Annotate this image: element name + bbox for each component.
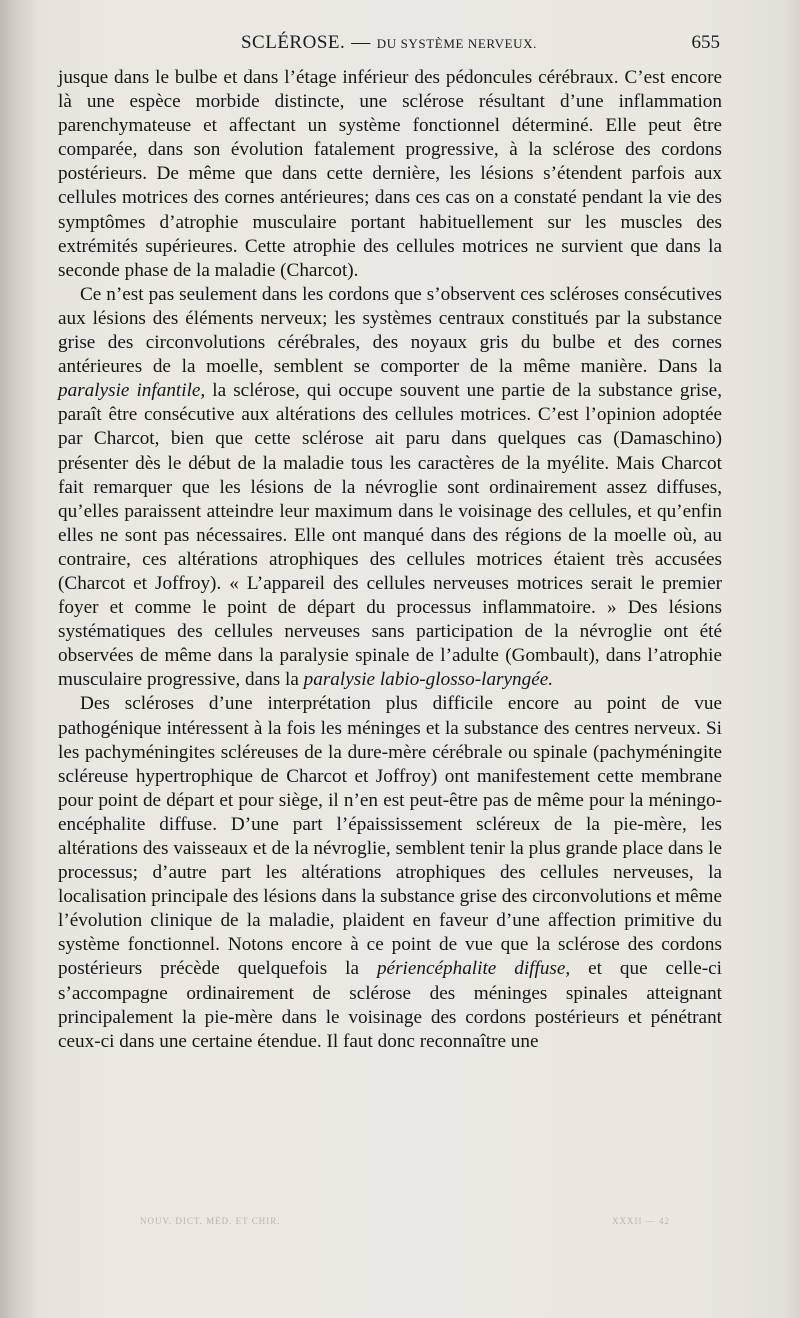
text-run: et que celle-ci s’accompagne ordinairement de sclérose des méninges spinales atteignant principalement la pie-mère dans le voisinage des cordons postérieurs et pénétrant ceux-ci dans une certaine étendue. Il faut donc reconnaître une bbox=[58, 958, 723, 1052]
page-number: 655 bbox=[691, 32, 720, 53]
bleed-through-footer-right: XXXII — 42 bbox=[612, 1216, 670, 1226]
running-title-sub: DU SYSTÈME NERVEUX. bbox=[376, 36, 537, 51]
running-title-main: SCLÉROSE. bbox=[240, 32, 346, 53]
italic-term: périencéphalite diffuse, bbox=[376, 958, 571, 980]
italic-term: paralysie infantile, bbox=[58, 380, 206, 402]
italic-term: paralysie labio-glosso-laryngée. bbox=[303, 669, 554, 691]
paragraph-2 bbox=[58, 283, 722, 693]
text-run: jusque dans le bulbe et dans l’étage inférieur des pédoncules cérébraux. C’est encore là une espèce morbide distincte, une sclérose résultant d’une inflammation parenchymateuse et affectant un système fonctionnel déterminé. Elle peut être comparée, dans son évolution fatalement progressive, à la sclérose des cordons postérieurs. De même que dans cette dernière, les lésions s’étendent parfois aux cellules motrices des cornes antérieures; dans ces cas on a constaté pendant la vie des symptômes d’atrophie musculaire portant habituellement sur les muscles des extrémités supérieures. Cette atrophie des cellules motrices ne survient que dans la seconde phase de la maladie (Charcot). bbox=[58, 67, 722, 281]
running-title-dash: — bbox=[351, 32, 371, 53]
text-run: Ce n’est pas seulement dans les cordons que s’observent ces scléroses consécutives aux lésions des éléments nerveux; les systèmes centraux constitués par la substance grise des circonvolutions cérébrales, des noyaux gris du bulbe et des cornes antérieures de la moelle, semblent se comporter de la même manière. Dans la bbox=[58, 283, 722, 378]
running-title bbox=[58, 32, 720, 54]
text-run: la sclérose, qui occupe souvent une partie de la substance grise, paraît être consécutive aux altérations des cellules motrices. C’est l’opinion adoptée par Charcot, bien que cette sclérose ait paru dans quelques cas (Damaschino) présenter dès le début de la maladie tous les caractères de la myélite. Mais Charcot fait remarquer que les lésions de la névroglie sont ordinairement assez diffuses, qu’elles paraissent atteindre leur maximum dans le voisinage des cellules, et qu’enfin elles ne sont pas nécessaires. Elle ont manqué dans des régions de la moelle où, au contraire, ces altérations atrophiques des cellules motrices étaient très accusées (Charcot et Joffroy). « L’appareil des cellules nerveuses motrices serait le premier foyer et comme le point de départ du processus inflammatoire. » Des lésions systématiques des cellules nerveuses sans participation de la névroglie ont été observées de même dans la paralysie spinale de l’adulte (Gombault), dans l’atrophie musculaire progressive, dans la bbox=[58, 380, 722, 691]
text-run: Des scléroses d’une interprétation plus difficile encore au point de vue pathogénique intéressent à la fois les méninges et la substance des centres nerveux. Si les pachyméningites scléreuses de la dure-mère cérébrale ou spinale (pachyméningite scléreuse hypertrophique de Charcot et Joffroy) ont manifestement cette membrane pour point de départ et pour siège, il n’en est peut-être pas de même pour la méningo-encéphalite diffuse. D’une part l’épaississement scléreux de la pie-mère, les altérations des vaisseaux et de la névroglie, semblent tenir la plus grande place dans le processus; d’autre part les altérations atrophiques des cellules nerveuses, la localisation principale des lésions dans la substance grise des circonvolutions et même l’évolution clinique de la maladie, plaident en faveur d’une affection primitive du système fonctionnel. Notons encore à ce point de vue que la sclérose des cordons postérieurs précède quelquefois la bbox=[58, 693, 722, 980]
paragraph-3 bbox=[58, 692, 722, 1053]
running-header bbox=[58, 32, 720, 60]
body-text bbox=[58, 66, 722, 1054]
bleed-through-footer-left: NOUV. DICT. MÉD. ET CHIR. bbox=[140, 1216, 281, 1226]
paragraph-1 bbox=[58, 66, 722, 283]
